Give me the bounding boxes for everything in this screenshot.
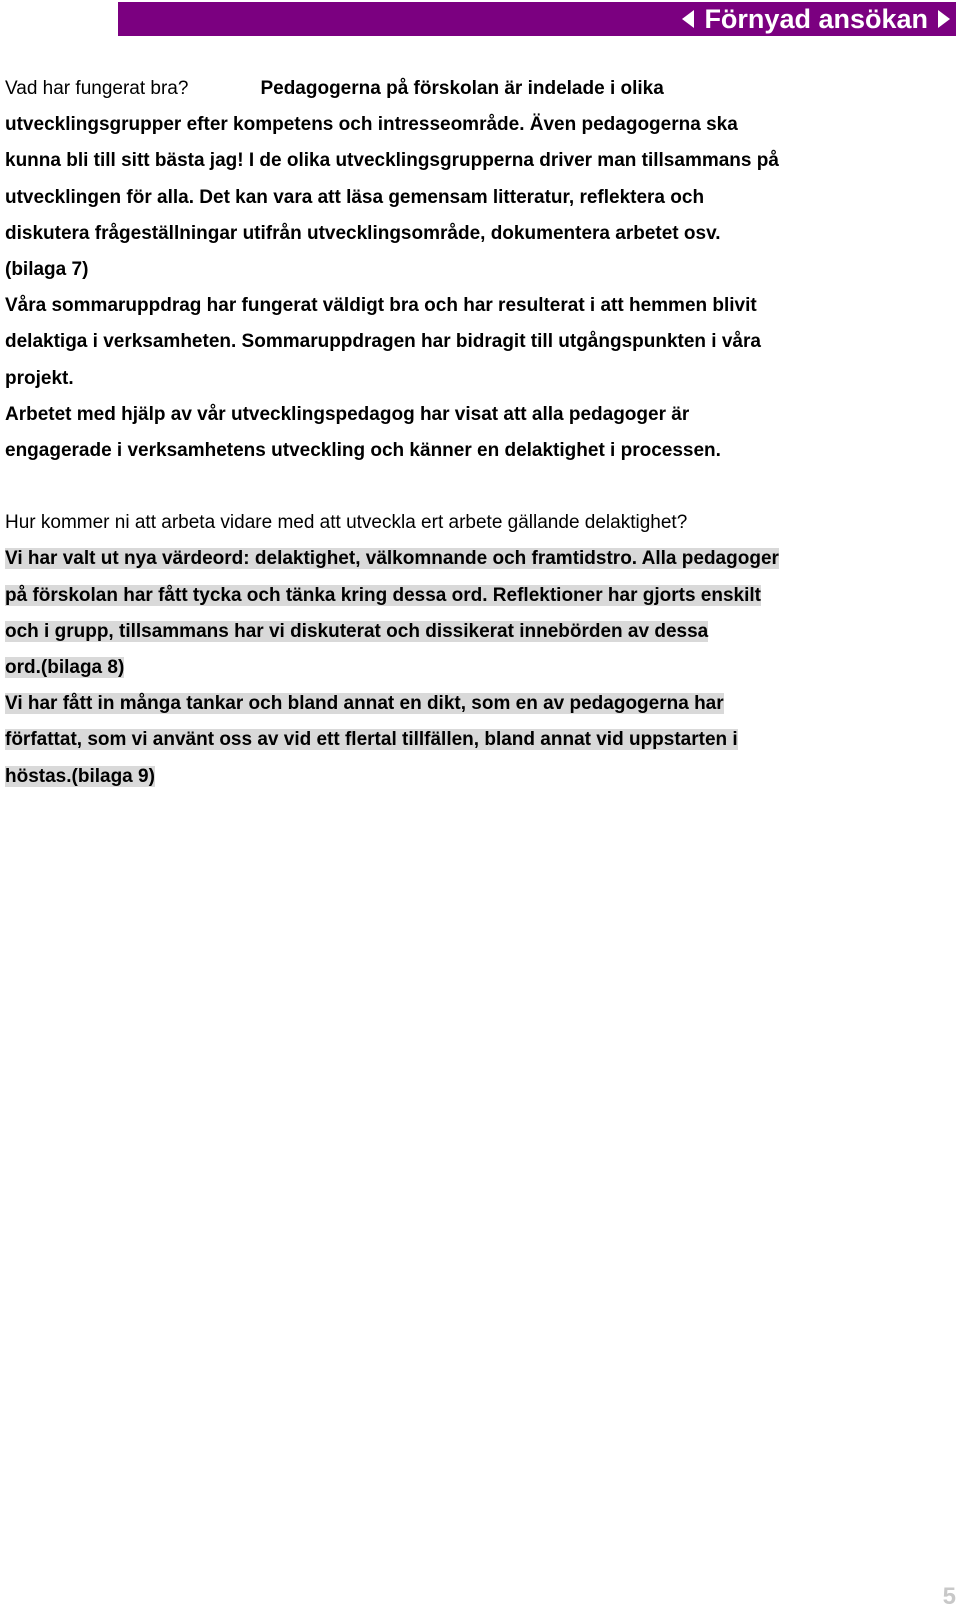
header-banner — [118, 2, 956, 36]
section1-question: Vad har fungerat bra? — [5, 78, 189, 99]
section2-answer-line: Vi har valt ut nya värdeord: delaktighet, välkomnande och framtidstro. Alla pedagoger — [5, 548, 779, 570]
section2-answer-line: ord.(bilaga 8) — [5, 657, 125, 678]
section1-answer-line: delaktiga i verksamheten. Sommaruppdragen har bidragit till utgångspunkten i våra — [5, 331, 761, 353]
section1-answer-line: Våra sommaruppdrag har fungerat väldigt bra och har resulterat i att hemmen blivit — [5, 295, 757, 317]
section1-answer-line: utvecklingsgrupper efter kompetens och intresseområde. Även pedagogerna ska — [5, 114, 738, 136]
section1-answer-line: utvecklingen för alla. Det kan vara att läsa gemensam litteratur, reflektera och — [5, 186, 705, 208]
section2-answer-line: höstas.(bilaga 9) — [5, 765, 155, 787]
section2-answer-line: och i grupp, tillsammans har vi diskuterat och dissikerat innebörden av dessa — [5, 620, 709, 642]
section1-answer-line: engagerade i verksamhetens utveckling och känner en delaktighet i processen. — [5, 439, 721, 461]
section1-answer-line: diskutera frågeställningar utifrån utvecklingsområde, dokumentera arbetet osv. — [5, 222, 721, 244]
section1-answer-line: kunna bli till sitt bästa jag! I de olika utvecklingsgrupperna driver man tillsammans på — [5, 150, 779, 172]
section2-question: Hur kommer ni att arbeta vidare med att utveckla ert arbete gällande delaktighet? — [5, 512, 688, 534]
triangle-right-icon[interactable] — [938, 10, 950, 28]
triangle-left-icon[interactable] — [682, 10, 694, 28]
section2-answer-line: Vi har fått in många tankar och bland annat en dikt, som en av pedagogerna har — [5, 693, 724, 715]
page-number: 5 — [942, 1583, 956, 1610]
paragraph-spacer — [5, 469, 955, 505]
section1-answer-line: Pedagogerna på förskolan är indelade i olika — [260, 78, 664, 99]
section1-answer-line: projekt. — [5, 367, 74, 389]
section2-answer-line: på förskolan har fått tycka och tänka kring dessa ord. Reflektioner har gjorts enskilt — [5, 584, 761, 606]
document-body — [5, 71, 955, 795]
section1-answer-line: Arbetet med hjälp av vår utvecklingspedagog har visat att alla pedagoger är — [5, 403, 690, 425]
section2-answer-line: författat, som vi använt oss av vid ett flertal tillfällen, bland annat vid uppstarten i — [5, 729, 738, 751]
section1-answer-line: (bilaga 7) — [5, 258, 89, 280]
section1-first-line — [5, 71, 955, 107]
header-title: Förnyad ansökan — [704, 4, 928, 34]
